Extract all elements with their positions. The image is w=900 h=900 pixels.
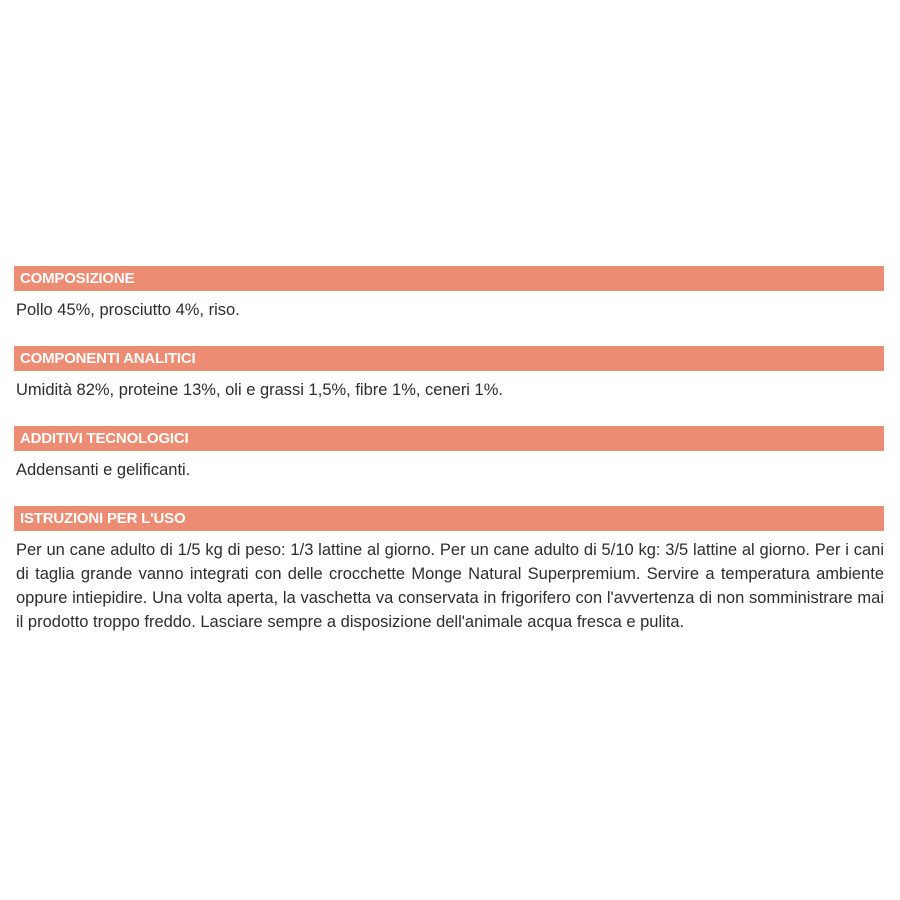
section-text-composizione: Pollo 45%, prosciutto 4%, riso. bbox=[16, 301, 240, 319]
section-componenti-analitici bbox=[14, 346, 884, 402]
section-istruzioni-uso bbox=[14, 506, 884, 634]
section-composizione bbox=[14, 266, 884, 322]
product-info-sheet bbox=[14, 266, 884, 658]
section-title-additivi-tecnologici: ADDITIVI TECNOLOGICI bbox=[14, 426, 884, 451]
section-text-istruzioni-uso: Per un cane adulto di 1/5 kg di peso: 1/3 lattine al giorno. Per un cane adulto di 5/10 kg: 3/5 lattine al giorno. Per i cani di taglia grande vanno integrati con delle crocchette Monge Natural Superpremium. Servire a temperatura ambiente oppure intiepidire. Una volta aperta, la vaschetta va conservata in frigorifero con l'avvertenza di non somministrare mai il prodotto troppo freddo. Lasciare sempre a disposizione dell'animale acqua fresca e pulita. bbox=[16, 541, 884, 631]
section-title-composizione: COMPOSIZIONE bbox=[14, 266, 884, 291]
section-additivi-tecnologici bbox=[14, 426, 884, 482]
section-text-componenti-analitici: Umidità 82%, proteine 13%, oli e grassi 1,5%, fibre 1%, ceneri 1%. bbox=[16, 381, 503, 399]
section-title-componenti-analitici: COMPONENTI ANALITICI bbox=[14, 346, 884, 371]
section-title-istruzioni-uso: ISTRUZIONI PER L'USO bbox=[14, 506, 884, 531]
section-text-additivi-tecnologici: Addensanti e gelificanti. bbox=[16, 461, 191, 479]
